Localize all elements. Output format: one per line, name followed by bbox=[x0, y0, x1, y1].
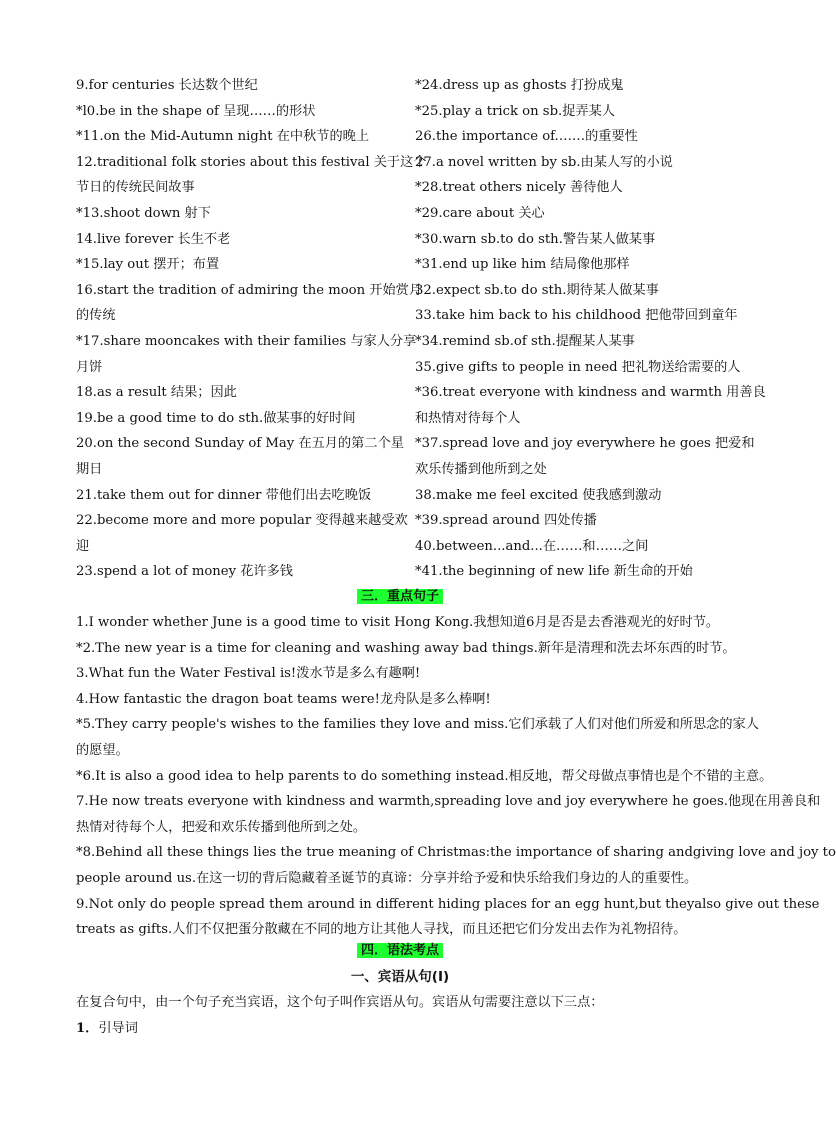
phrase-left-line: 月饼 bbox=[76, 359, 103, 375]
phrase-right-line: *30.warn sb.to do sth.警告某人做某事 bbox=[415, 231, 656, 247]
sentence-line: people around us.在这一切的背后隐藏着圣诞节的真谛：分享并给予爱和快乐给我们身边的人的重要性。 bbox=[76, 870, 698, 886]
phrase-right-line: 33.take him back to his childhood 把他带回到童年 bbox=[415, 308, 738, 324]
phrase-left-line: 19.be a good time to do sth.做某事的好时间 bbox=[76, 410, 356, 426]
sentence-line: *8.Behind all these things lies the true meaning of Christmas:the importance of sharing andgiving love and joy to bbox=[76, 845, 836, 861]
phrase-left-line: 18.as a result 结果；因此 bbox=[76, 385, 237, 401]
phrase-right-line: *41.the beginning of new life 新生命的开始 bbox=[415, 564, 693, 580]
sentence-line: 的愿望。 bbox=[76, 742, 129, 758]
phrase-left-line: 23.spend a lot of money 花许多钱 bbox=[76, 564, 293, 580]
grammar-section bbox=[76, 938, 724, 1041]
phrase-right-line: *31.end up like him 结局像他那样 bbox=[415, 257, 630, 273]
sentence-line: 9.Not only do people spread them around in different hiding places for an egg hunt,but theyalso give out these bbox=[76, 896, 820, 912]
phrase-left-line: *17.share mooncakes with their families 与家人分享 bbox=[76, 333, 417, 349]
sentence-line: *6.It is also a good idea to help parents to do something instead.相反地，帮父母做点事情也是个不错的主意。 bbox=[76, 768, 773, 784]
section-4-title: 四．语法考点 bbox=[357, 943, 443, 958]
phrase-left-line: *15.lay out 摆开；布置 bbox=[76, 257, 220, 273]
section-3-title: 三．重点句子 bbox=[357, 589, 443, 604]
phrase-left-line: 21.take them out for dinner 带他们出去吃晚饭 bbox=[76, 487, 372, 503]
phrase-left-line: 16.start the tradition of admiring the moon 开始赏月 bbox=[76, 282, 423, 298]
phrase-list-right bbox=[415, 73, 766, 585]
grammar-point-1 bbox=[76, 1016, 724, 1042]
phrase-right-line: *36.treat everyone with kindness and warmth 用善良 bbox=[415, 385, 766, 401]
phrase-right-line: 26.the importance of.……的重要性 bbox=[415, 129, 638, 145]
phrase-right-line: *24.dress up as ghosts 打扮成鬼 bbox=[415, 78, 624, 93]
phrase-right-line: 27.a novel written by sb.由某人写的小说 bbox=[415, 154, 673, 170]
grammar-intro: 在复合句中，由一个句子充当宾语，这个句子叫作宾语从句。宾语从句需要注意以下三点： bbox=[76, 995, 604, 1010]
phrase-left-line: 的传统 bbox=[76, 308, 116, 324]
phrase-right-line: 38.make me feel excited 使我感到激动 bbox=[415, 487, 662, 503]
phrase-left-line: 迎 bbox=[76, 538, 90, 554]
phrase-left-line: 12.traditional folk stories about this festival 关于这个 bbox=[76, 154, 427, 170]
phrase-right-line: *34.remind sb.of sth.提醒某人某事 bbox=[415, 333, 635, 349]
phrase-left-line: 9.for centuries 长达数个世纪 bbox=[76, 78, 258, 93]
phrase-right-line: 和热情对待每个人 bbox=[415, 410, 521, 426]
grammar-heading: 一、宾语从句(I) bbox=[350, 969, 450, 985]
phrase-left-line: 期日 bbox=[76, 461, 103, 477]
phrase-right-line: *29.care about 关心 bbox=[415, 205, 545, 221]
phrase-left-line: *l0.be in the shape of 呈现……的形状 bbox=[76, 103, 316, 119]
phrase-right-line: 35.give gifts to people in need 把礼物送给需要的人 bbox=[415, 359, 741, 375]
sentence-line: 7.He now treats everyone with kindness and warmth,spreading love and joy everywhere he goes.他现在用善良和 bbox=[76, 794, 821, 810]
phrase-right-line: *37.spread love and joy everywhere he goes 把爱和 bbox=[415, 436, 755, 452]
phrase-right-line: 40.between...and...在……和……之间 bbox=[415, 538, 649, 554]
key-sentences bbox=[76, 610, 836, 943]
phrase-left-line: *13.shoot down 射下 bbox=[76, 205, 211, 221]
sentence-line: 热情对待每个人，把爱和欢乐传播到他所到之处。 bbox=[76, 819, 367, 835]
sentence-line: *5.They carry people's wishes to the families they love and miss.它们承载了人们对他们所爱和所思念的家人 bbox=[76, 717, 759, 733]
sentence-line: 1.I wonder whether June is a good time to visit Hong Kong.我想知道6月是否是去香港观光的好时节。 bbox=[76, 615, 720, 630]
section-3-header bbox=[76, 584, 724, 610]
phrase-right-line: 32.expect sb.to do sth.期待某人做某事 bbox=[415, 282, 659, 298]
phrase-right-line: *25.play a trick on sb.捉弄某人 bbox=[415, 103, 615, 119]
phrase-left-line: *11.on the Mid-Autumn night 在中秋节的晚上 bbox=[76, 129, 370, 145]
phrase-right-line: *28.treat others nicely 善待他人 bbox=[415, 180, 623, 196]
sentence-line: *2.The new year is a time for cleaning and washing away bad things.新年是清理和洗去坏东西的时节。 bbox=[76, 640, 736, 656]
sentence-line: 4.How fantastic the dragon boat teams were!龙舟队是多么棒啊! bbox=[76, 691, 491, 707]
phrase-left-line: 节日的传统民间故事 bbox=[76, 180, 195, 196]
sentence-line: 3.What fun the Water Festival is!泼水节是多么有趣啊! bbox=[76, 666, 421, 682]
grammar-point-1-number: 1． bbox=[76, 1020, 99, 1036]
phrase-left-line: 22.become more and more popular 变得越来越受欢 bbox=[76, 513, 408, 529]
phrase-right-line: *39.spread around 四处传播 bbox=[415, 513, 597, 529]
phrase-right-line: 欢乐传播到他所到之处 bbox=[415, 461, 547, 477]
sentence-line: treats as gifts.人们不仅把蛋分散藏在不同的地方让其他人寻找，而且还把它们分发出去作为礼物招待。 bbox=[76, 922, 687, 938]
phrase-list-left bbox=[76, 73, 427, 585]
grammar-point-1-text: 引导词 bbox=[98, 1020, 138, 1036]
phrase-left-line: 20.on the second Sunday of May 在五月的第二个星 bbox=[76, 436, 404, 452]
phrase-left-line: 14.live forever 长生不老 bbox=[76, 231, 231, 247]
